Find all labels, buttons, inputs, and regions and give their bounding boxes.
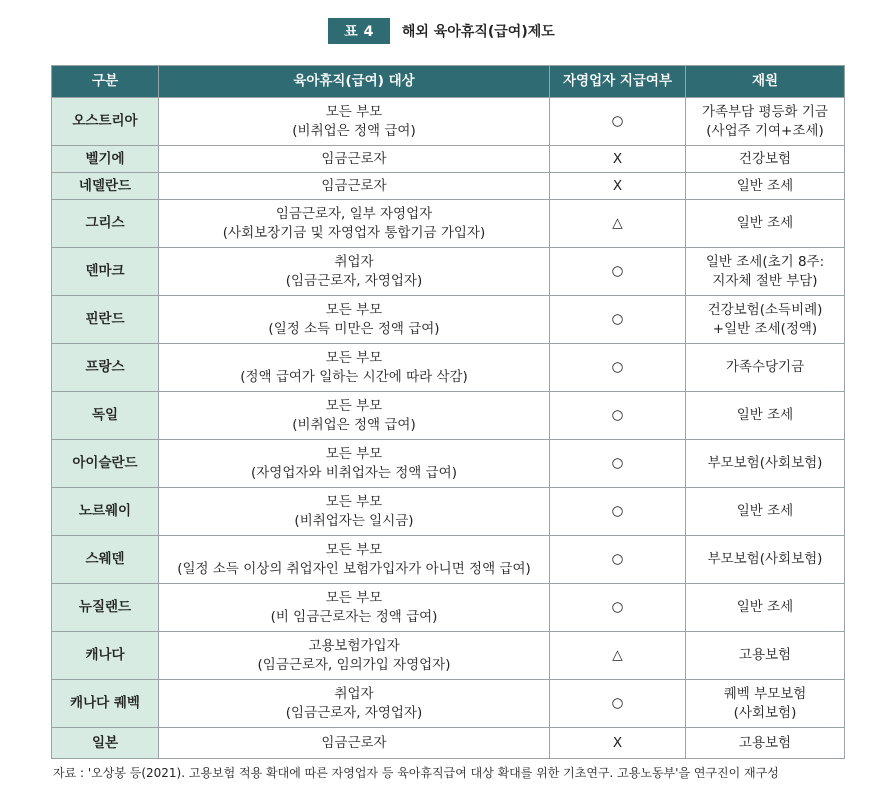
self-employed-cell: ○ — [550, 344, 686, 392]
funding-line: 일반 조세 — [736, 215, 794, 231]
funding-cell — [686, 584, 845, 632]
funding-line: 일반 조세(초기 8주: — [705, 253, 825, 270]
target-cell — [159, 440, 550, 488]
target-line: (자영업자와 비취업자는 정액 급여) — [251, 464, 457, 481]
table-row — [52, 680, 845, 728]
target-line: 임금근로자 — [321, 177, 387, 194]
table-row — [52, 584, 845, 632]
target-line: 취업자 — [334, 685, 374, 702]
target-cell — [159, 728, 550, 759]
funding-line: 퀘벡 부모보험 — [723, 685, 807, 702]
funding-cell — [686, 248, 845, 296]
self-employed-cell: ○ — [550, 536, 686, 584]
table-row — [52, 440, 845, 488]
target-cell — [159, 296, 550, 344]
table-row — [52, 536, 845, 584]
target-line: 모든 부모 — [325, 589, 383, 606]
source-note: 자료 : '오상봉 등(2021). 고용보험 적용 확대에 따른 자영업자 등 육아휴직급여 대상 확대를 위한 기초연구. 고용노동부'을 연구진이 재구성 — [53, 766, 779, 780]
table-title-text: 해외 육아휴직(급여)제도 — [401, 24, 555, 40]
funding-cell — [686, 98, 845, 146]
country-cell: 벨기에 — [52, 146, 159, 173]
funding-line: 고용보험 — [738, 734, 792, 751]
funding-cell — [686, 488, 845, 536]
target-line: (비취업은 정액 급여) — [292, 122, 416, 139]
funding-line: 가족부담 평등화 기금 — [702, 103, 828, 120]
target-cell — [159, 200, 550, 248]
country-cell: 뉴질랜드 — [52, 584, 159, 632]
target-line: 취업자 — [334, 253, 374, 270]
target-line: (일정 소득 이상의 취업자인 보험가입자가 아니면 정액 급여) — [177, 560, 531, 577]
country-cell: 오스트리아 — [52, 98, 159, 146]
country-cell: 독일 — [52, 392, 159, 440]
funding-cell — [686, 632, 845, 680]
target-line: (임금근로자, 자영업자) — [285, 704, 423, 721]
country-cell: 캐나다 퀘벡 — [52, 680, 159, 728]
country-cell: 일본 — [52, 728, 159, 759]
header-target: 육아휴직(급여) 대상 — [159, 66, 550, 98]
target-line: 임금근로자, 일부 자영업자 — [275, 205, 433, 222]
table-row — [52, 632, 845, 680]
target-line: (비취업자는 일시금) — [294, 512, 414, 529]
target-line: 모든 부모 — [325, 493, 383, 510]
target-line: 모든 부모 — [325, 349, 383, 366]
table-row — [52, 296, 845, 344]
funding-cell — [686, 728, 845, 759]
table-row — [52, 248, 845, 296]
target-cell — [159, 248, 550, 296]
funding-cell — [686, 296, 845, 344]
target-line: 임금근로자 — [321, 150, 387, 167]
country-cell: 스웨덴 — [52, 536, 159, 584]
target-line: 모든 부모 — [325, 445, 383, 462]
country-cell: 노르웨이 — [52, 488, 159, 536]
funding-line: 일반 조세 — [736, 599, 794, 615]
self-employed-cell: X — [550, 728, 686, 759]
table-row — [52, 98, 845, 146]
funding-cell — [686, 440, 845, 488]
funding-line: 지자체 절반 부담) — [712, 272, 818, 289]
country-cell: 캐나다 — [52, 632, 159, 680]
self-employed-cell: ○ — [550, 584, 686, 632]
funding-line: 건강보험 — [738, 150, 792, 167]
funding-line: 부모보험(사회보험) — [707, 551, 823, 567]
header-category: 구분 — [52, 66, 159, 98]
self-employed-cell: ○ — [550, 98, 686, 146]
country-cell: 핀란드 — [52, 296, 159, 344]
funding-cell — [686, 173, 845, 200]
header-funding: 재원 — [686, 66, 845, 98]
funding-line: 고용보험 — [738, 647, 792, 663]
target-cell — [159, 146, 550, 173]
target-cell — [159, 536, 550, 584]
target-line: (정액 급여가 일하는 시간에 따라 삭감) — [240, 368, 468, 385]
funding-cell — [686, 536, 845, 584]
self-employed-cell: △ — [550, 632, 686, 680]
funding-cell — [686, 200, 845, 248]
funding-line: 일반 조세 — [736, 177, 794, 194]
header-self-employed: 자영업자 지급여부 — [550, 66, 686, 98]
target-line: 모든 부모 — [325, 397, 383, 414]
self-employed-cell: X — [550, 146, 686, 173]
target-line: (임금근로자, 자영업자) — [285, 272, 423, 289]
self-employed-cell: X — [550, 173, 686, 200]
target-line: 모든 부모 — [325, 103, 383, 120]
funding-line: (사회보험) — [733, 704, 797, 721]
table-number-badge: 표 4 — [328, 18, 390, 44]
target-line: (임금근로자, 임의가입 자영업자) — [257, 656, 451, 673]
funding-line: 일반 조세 — [736, 407, 794, 423]
target-line: 고용보험가입자 — [308, 637, 400, 654]
table-title — [0, 18, 883, 44]
target-cell — [159, 584, 550, 632]
parental-leave-table — [51, 65, 845, 759]
funding-line: 부모보험(사회보험) — [707, 455, 823, 471]
table-row — [52, 488, 845, 536]
funding-line: +일반 조세(정액) — [712, 320, 818, 337]
self-employed-cell: ○ — [550, 248, 686, 296]
target-line: (일정 소득 미만은 정액 급여) — [268, 320, 440, 337]
table-row — [52, 344, 845, 392]
funding-cell — [686, 344, 845, 392]
target-line: (사회보장기금 및 자영업자 통합기금 가입자) — [222, 224, 486, 241]
funding-line: 건강보험(소득비례) — [707, 301, 823, 318]
funding-cell — [686, 680, 845, 728]
target-cell — [159, 173, 550, 200]
table-row — [52, 173, 845, 200]
target-cell — [159, 344, 550, 392]
self-employed-cell: ○ — [550, 296, 686, 344]
funding-line: 일반 조세 — [736, 503, 794, 519]
table-row — [52, 728, 845, 759]
country-cell: 그리스 — [52, 200, 159, 248]
self-employed-cell: ○ — [550, 392, 686, 440]
target-cell — [159, 392, 550, 440]
table-row — [52, 200, 845, 248]
self-employed-cell: ○ — [550, 680, 686, 728]
funding-line: 가족수당기금 — [725, 359, 805, 375]
funding-cell — [686, 146, 845, 173]
target-line: 모든 부모 — [325, 301, 383, 318]
table-row — [52, 146, 845, 173]
table-header-row — [52, 66, 845, 98]
target-cell — [159, 98, 550, 146]
target-line: (비취업은 정액 급여) — [292, 416, 416, 433]
country-cell: 덴마크 — [52, 248, 159, 296]
target-line: (비 임금근로자는 정액 급여) — [270, 608, 438, 625]
country-cell: 프랑스 — [52, 344, 159, 392]
self-employed-cell: △ — [550, 200, 686, 248]
self-employed-cell: ○ — [550, 488, 686, 536]
funding-line: (사업주 기여+조세) — [706, 122, 824, 139]
target-cell — [159, 680, 550, 728]
target-line: 임금근로자 — [321, 734, 387, 751]
target-line: 모든 부모 — [325, 541, 383, 558]
country-cell: 아이슬란드 — [52, 440, 159, 488]
country-cell: 네델란드 — [52, 173, 159, 200]
table-row — [52, 392, 845, 440]
funding-cell — [686, 392, 845, 440]
target-cell — [159, 632, 550, 680]
target-cell — [159, 488, 550, 536]
self-employed-cell: ○ — [550, 440, 686, 488]
